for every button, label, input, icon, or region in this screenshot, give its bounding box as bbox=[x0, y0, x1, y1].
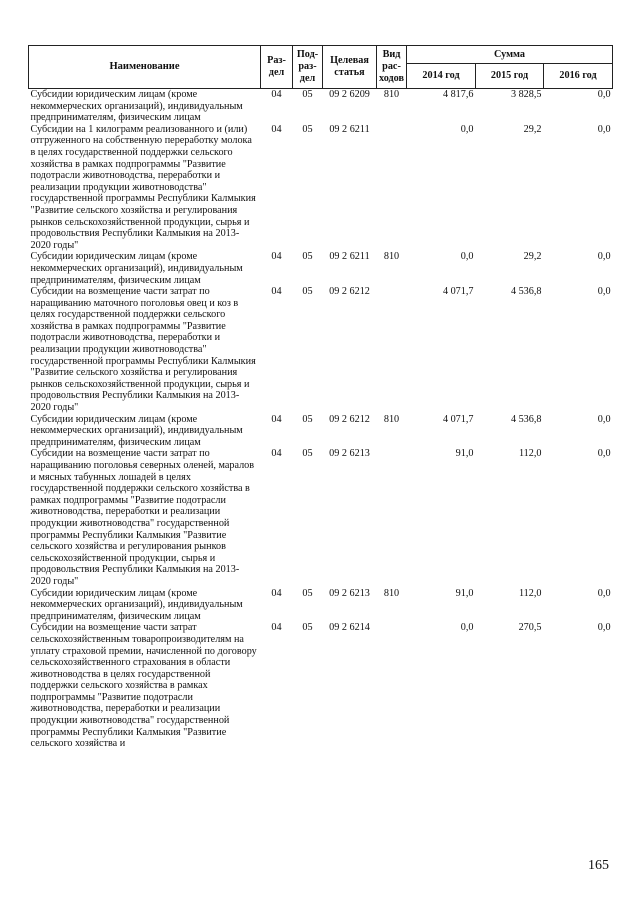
cell-2016: 0,0 bbox=[597, 286, 611, 298]
cell-kind: 810 bbox=[383, 413, 400, 425]
cell-2015: 4 536,8 bbox=[510, 413, 542, 425]
cell-2015: 4 536,8 bbox=[510, 286, 542, 298]
cell-target: 09 2 6212 bbox=[329, 413, 370, 425]
cell-razdel: 04 bbox=[271, 286, 282, 298]
table-row bbox=[29, 286, 613, 414]
cell-razdel: 04 bbox=[271, 251, 282, 263]
cell-kind: 810 bbox=[383, 89, 400, 100]
header-podrazdel: Под-раз-дел bbox=[293, 46, 323, 89]
table-body bbox=[29, 89, 613, 750]
cell-target: 09 2 6214 bbox=[329, 622, 370, 634]
table-row bbox=[29, 251, 613, 286]
cell-target: 09 2 6213 bbox=[329, 587, 370, 599]
cell-razdel: 04 bbox=[271, 89, 282, 100]
cell-kind: 810 bbox=[383, 251, 400, 263]
table-row bbox=[29, 124, 613, 252]
header-name: Наименование bbox=[29, 46, 261, 89]
cell-target: 09 2 6211 bbox=[329, 123, 370, 135]
header-target: Целевая статья bbox=[323, 46, 377, 89]
cell-2014: 0,0 bbox=[460, 123, 474, 135]
cell-name: Субсидии на возмещение части затрат сельскохозяйственным товаропроизводителям на уплату страховой премии, начисленной по договору сельскохозяйственного страхования в области животноводства в целях государственной поддержки сельского хозяйства в рамках подпрограммы "Развитие подотрасли животноводства, переработки и реализации продукции животноводства" государственной программы Республики Калмыкия "Развитие сельского хозяйства и bbox=[30, 622, 257, 750]
cell-name: Субсидии юридическим лицам (кроме некоммерческих организаций), индивидуальным предпринимателям, физическим лицам bbox=[30, 89, 243, 124]
cell-razdel: 04 bbox=[271, 622, 282, 634]
cell-kind bbox=[377, 622, 407, 750]
table-row bbox=[29, 588, 613, 623]
cell-podrazdel: 05 bbox=[302, 622, 313, 634]
cell-2016: 0,0 bbox=[597, 89, 611, 100]
cell-name: Субсидии юридическим лицам (кроме некоммерческих организаций), индивидуальным предпринимателям, физическим лицам bbox=[30, 251, 243, 286]
table-row bbox=[29, 448, 613, 587]
cell-2015: 29,2 bbox=[523, 251, 542, 263]
cell-2014: 4 071,7 bbox=[442, 413, 474, 425]
table-row bbox=[29, 89, 613, 124]
cell-2014: 0,0 bbox=[460, 251, 474, 263]
cell-name: Субсидии юридическим лицам (кроме некоммерческих организаций), индивидуальным предпринимателям, физическим лицам bbox=[30, 587, 243, 622]
cell-2016: 0,0 bbox=[597, 622, 611, 634]
cell-2014: 91,0 bbox=[455, 448, 474, 460]
cell-2016: 0,0 bbox=[597, 448, 611, 460]
cell-2016: 0,0 bbox=[597, 587, 611, 599]
header-sum: Сумма bbox=[407, 46, 613, 64]
cell-name: Субсидии на 1 килограмм реализованного и (или) отгруженного на собственную переработку молока в целях государственной поддержки сельского хозяйства в рамках подпрограммы "Развитие подотрасли животноводства, переработки и реализации продукции животноводства" государственной программы Республики Калмыкия "Развитие сельского хозяйства и регулирования рынков сельскохозяйственной продукции, сырья и продовольствия Республики Калмыкия на 2013-2020 годы" bbox=[30, 123, 256, 251]
page-number: 165 bbox=[588, 858, 609, 873]
table-row bbox=[29, 622, 613, 750]
cell-kind bbox=[377, 124, 407, 252]
cell-kind: 810 bbox=[383, 587, 400, 599]
header-razdel: Раз-дел bbox=[261, 46, 293, 89]
cell-target: 09 2 6209 bbox=[329, 89, 370, 100]
cell-2014: 4 817,6 bbox=[442, 89, 474, 100]
cell-name: Субсидии юридическим лицам (кроме некоммерческих организаций), индивидуальным предпринимателям, физическим лицам bbox=[30, 413, 243, 448]
table-row bbox=[29, 414, 613, 449]
cell-razdel: 04 bbox=[271, 587, 282, 599]
cell-2015: 112,0 bbox=[518, 587, 542, 599]
cell-razdel: 04 bbox=[271, 413, 282, 425]
cell-podrazdel: 05 bbox=[302, 587, 313, 599]
cell-2016: 0,0 bbox=[597, 413, 611, 425]
header-kind: Вид рас-ходов bbox=[377, 46, 407, 89]
table-header bbox=[29, 46, 613, 89]
cell-target: 09 2 6213 bbox=[329, 448, 370, 460]
cell-2016: 0,0 bbox=[597, 251, 611, 263]
cell-2015: 270,5 bbox=[518, 622, 542, 634]
cell-2015: 3 828,5 bbox=[510, 89, 542, 100]
cell-target: 09 2 6211 bbox=[329, 251, 370, 263]
cell-2014: 91,0 bbox=[455, 587, 474, 599]
cell-kind bbox=[377, 448, 407, 587]
header-2016: 2016 год bbox=[544, 64, 613, 89]
cell-podrazdel: 05 bbox=[302, 286, 313, 298]
cell-target: 09 2 6212 bbox=[329, 286, 370, 298]
cell-podrazdel: 05 bbox=[302, 251, 313, 263]
cell-2015: 112,0 bbox=[518, 448, 542, 460]
header-2014: 2014 год bbox=[407, 64, 476, 89]
cell-razdel: 04 bbox=[271, 448, 282, 460]
cell-podrazdel: 05 bbox=[302, 89, 313, 100]
budget-table bbox=[28, 45, 613, 750]
cell-name: Субсидии на возмещение части затрат по наращиванию маточного поголовья овец и коз в целях государственной поддержки сельского хозяйства в рамках подпрограммы "Развитие подотрасли животноводства, переработки и реализации продукции животноводства" государственной программы Республики Калмыкия "Развитие сельского хозяйства и регулирования рынков сельскохозяйственной продукции, сырья и продовольствия Республики Калмыкия на 2013-2020 годы" bbox=[30, 286, 256, 414]
cell-2014: 4 071,7 bbox=[442, 286, 474, 298]
cell-2015: 29,2 bbox=[523, 123, 542, 135]
cell-name: Субсидии на возмещение части затрат по наращиванию поголовья северных оленей, маралов и мясных табунных лошадей в целях государственной поддержки сельского хозяйства в рамках подпрограммы "Развитие подотрасли животноводства, переработки и реализации продукции животноводства" государственной программы Республики Калмыкия "Развитие сельского хозяйства и регулирования рынков сельскохозяйственной продукции, сырья и продовольствия Республики Калмыкия на 2013-2020 годы" bbox=[30, 448, 255, 587]
cell-razdel: 04 bbox=[271, 123, 282, 135]
cell-podrazdel: 05 bbox=[302, 413, 313, 425]
cell-podrazdel: 05 bbox=[302, 123, 313, 135]
cell-2014: 0,0 bbox=[460, 622, 474, 634]
header-2015: 2015 год bbox=[476, 64, 544, 89]
cell-podrazdel: 05 bbox=[302, 448, 313, 460]
cell-kind bbox=[377, 286, 407, 414]
cell-2016: 0,0 bbox=[597, 123, 611, 135]
